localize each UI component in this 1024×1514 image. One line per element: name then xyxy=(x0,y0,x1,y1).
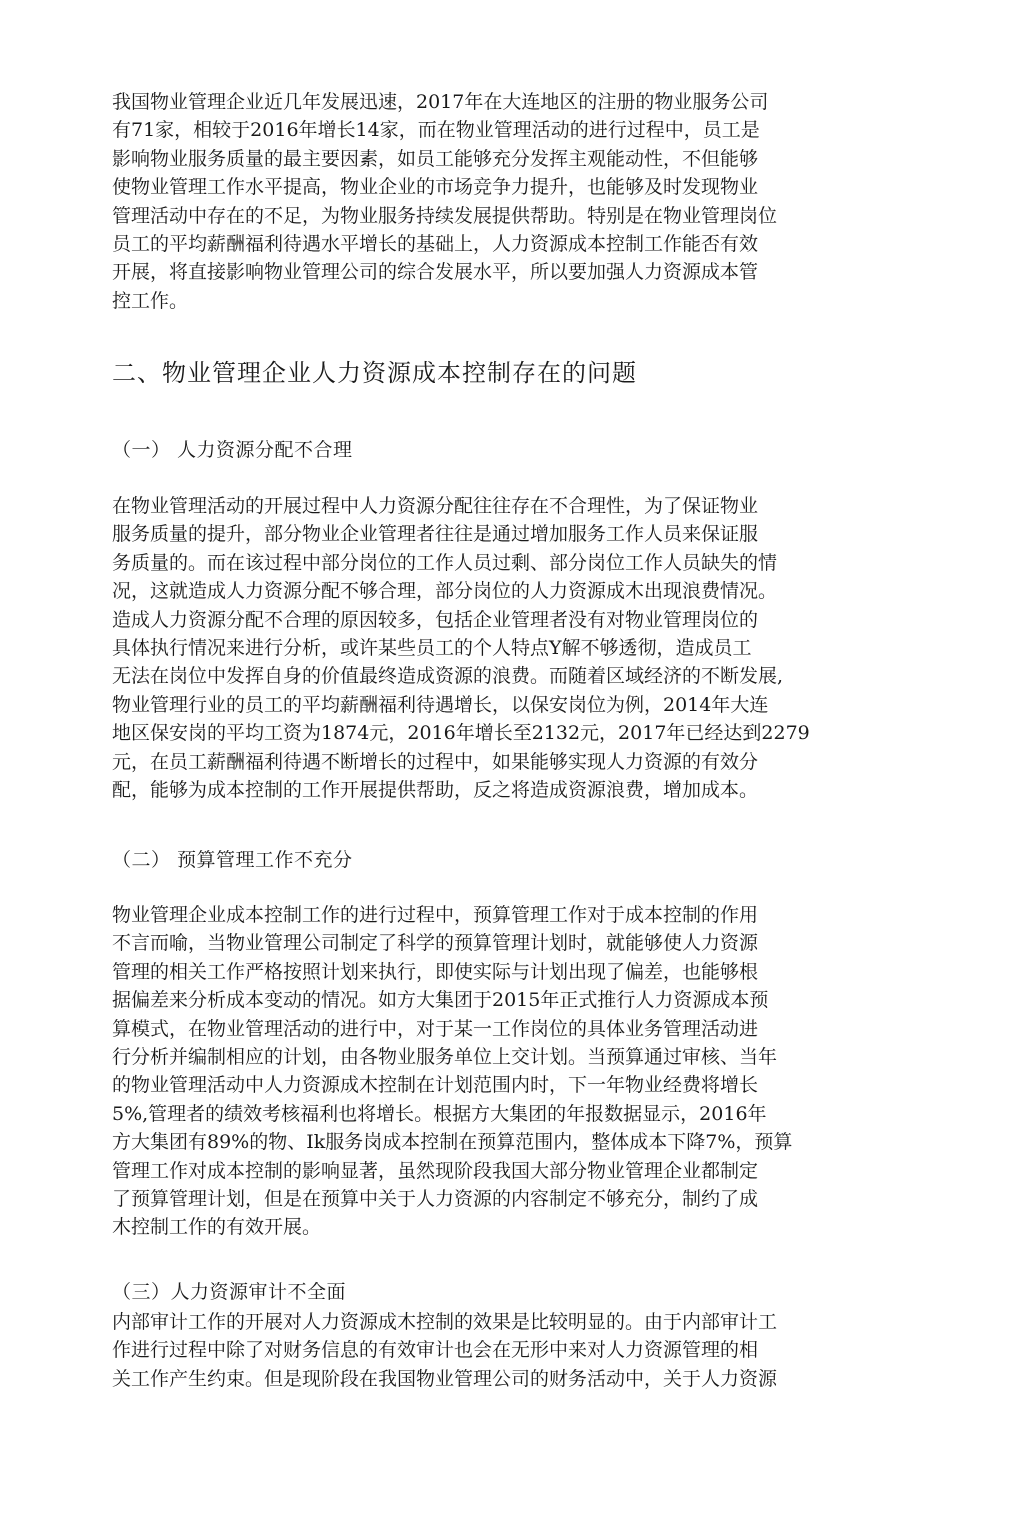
paragraph-line: 配，能够为成本控制的工作开展提供帮助，反之将造成资源浪费，增加成本。 xyxy=(112,778,759,801)
paragraph-line: 控工作。 xyxy=(112,289,189,312)
paragraph-line: 5%,管理者的绩效考核福利也将增长。根据方大集团的年报数据显示，2016年 xyxy=(112,1102,767,1125)
subsection-1-heading-block xyxy=(112,436,892,464)
subsection-heading: （三）人力资源审计不全面 xyxy=(112,1281,347,1303)
paragraph-line: 况，这就造成人力资源分配不够合理，部分岗位的人力资源成木出现浪费情况。 xyxy=(112,580,778,603)
paragraph-line: 员工的平均薪酬福利待遇水平增长的基础上，人力资源成本控制工作能否有效 xyxy=(112,232,759,255)
paragraph-line: 元，在员工薪酬福利待遇不断增长的过程中，如果能够实现人力资源的有效分 xyxy=(112,750,759,773)
paragraph-line: 影响物业服务质量的最主要因素，如员工能够充分发挥主观能动性，不但能够 xyxy=(112,147,759,170)
section-heading: 二、物业管理企业人力资源成本控制存在的问题 xyxy=(112,359,637,387)
paragraph-line: 无法在岗位中发挥自身的价值最终造成资源的浪费。而随着区域经济的不断发展, xyxy=(112,665,784,688)
paragraph-line: 具体执行情况来进行分析，或许某些员工的个人特点Y解不够透彻，造成员工 xyxy=(112,636,752,659)
paragraph-line: 地区保安岗的平均工资为1874元，2016年增长至2132元，2017年已经达到2279 xyxy=(112,722,810,745)
paragraph-line: 在物业管理活动的开展过程中人力资源分配往往存在不合理性，为了保证物业 xyxy=(112,495,759,517)
subsection-3-heading-block xyxy=(112,1278,892,1306)
subsection-1-paragraph xyxy=(112,492,892,804)
section-heading-block xyxy=(112,358,892,388)
paragraph-line: 方大集团有89%的物、Ik服务岗成本控制在预算范围内，整体成本下降7%，预算 xyxy=(112,1131,793,1154)
subsection-3-paragraph xyxy=(112,1308,892,1393)
subsection-heading: （一） 人力资源分配不合理 xyxy=(112,439,353,461)
paragraph-line: 务质量的。而在该过程中部分岗位的工作人员过剩、部分岗位工作人员缺失的情 xyxy=(112,551,778,574)
paragraph-line: 内部审计工作的开展对人力资源成木控制的效果是比较明显的。由于内部审计工 xyxy=(112,1311,778,1333)
paragraph-line: 开展，将直接影响物业管理公司的综合发展水平，所以要加强人力资源成本管 xyxy=(112,261,759,284)
paragraph-line: 算模式，在物业管理活动的进行中，对于某一工作岗位的具体业务管理活动进 xyxy=(112,1017,759,1040)
subsection-2-heading-block xyxy=(112,846,892,874)
subsection-2-paragraph xyxy=(112,901,892,1242)
paragraph-line: 我国物业管理企业近几年发展迅速，2017年在大连地区的注册的物业服务公司 xyxy=(112,91,769,113)
paragraph-line: 使物业管理工作水平提高，物业企业的市场竞争力提升，也能够及时发现物业 xyxy=(112,176,759,199)
paragraph-line: 作进行过程中除了对财务信息的有效审计也会在无形中来对人力资源管理的相 xyxy=(112,1339,759,1362)
paragraph-line: 的物业管理活动中人力资源成木控制在计划范围内时，下一年物业经费将增长 xyxy=(112,1074,759,1097)
paragraph-line: 有71家，相较于2016年增长14家，而在物业管理活动的进行过程中，员工是 xyxy=(112,119,760,142)
paragraph-line: 管理活动中存在的不足，为物业服务持续发展提供帮助。特别是在物业管理岗位 xyxy=(112,204,778,227)
paragraph-line: 行分析并编制相应的计划，由各物业服务单位上交计划。当预算通过审核、当年 xyxy=(112,1045,778,1068)
paragraph-line: 据偏差来分析成本变动的情况。如方大集团于2015年正式推行人力资源成本预 xyxy=(112,989,769,1012)
paragraph-line: 管理的相关工作严格按照计划来执行，即使实际与计划出现了偏差，也能够根 xyxy=(112,960,759,983)
paragraph-line: 服务质量的提升，部分物业企业管理者往往是通过增加服务工作人员来保证服 xyxy=(112,523,759,546)
paragraph-line: 木控制工作的有效开展。 xyxy=(112,1216,322,1239)
paragraph-line: 关工作产生约束。但是现阶段在我国物业管理公司的财务活动中，关于人力资源 xyxy=(112,1367,778,1390)
paragraph-line: 物业管理行业的员工的平均薪酬福利待遇增长，以保安岗位为例，2014年大连 xyxy=(112,693,769,716)
paragraph-line: 造成人力资源分配不合理的原因较多，包括企业管理者没有对物业管理岗位的 xyxy=(112,608,759,631)
paragraph-line: 管理工作对成本控制的影响显著，虽然现阶段我国大部分物业管理企业都制定 xyxy=(112,1159,759,1182)
subsection-heading: （二） 预算管理工作不充分 xyxy=(112,849,353,871)
intro-paragraph xyxy=(112,88,892,315)
paragraph-line: 物业管理企业成本控制工作的进行过程中，预算管理工作对于成本控制的作用 xyxy=(112,904,759,926)
paragraph-line: 不言而喻，当物业管理公司制定了科学的预算管理计划时，就能够使人力资源 xyxy=(112,932,759,955)
paragraph-line: 了预算管理计划，但是在预算中关于人力资源的内容制定不够充分，制约了成 xyxy=(112,1187,759,1210)
